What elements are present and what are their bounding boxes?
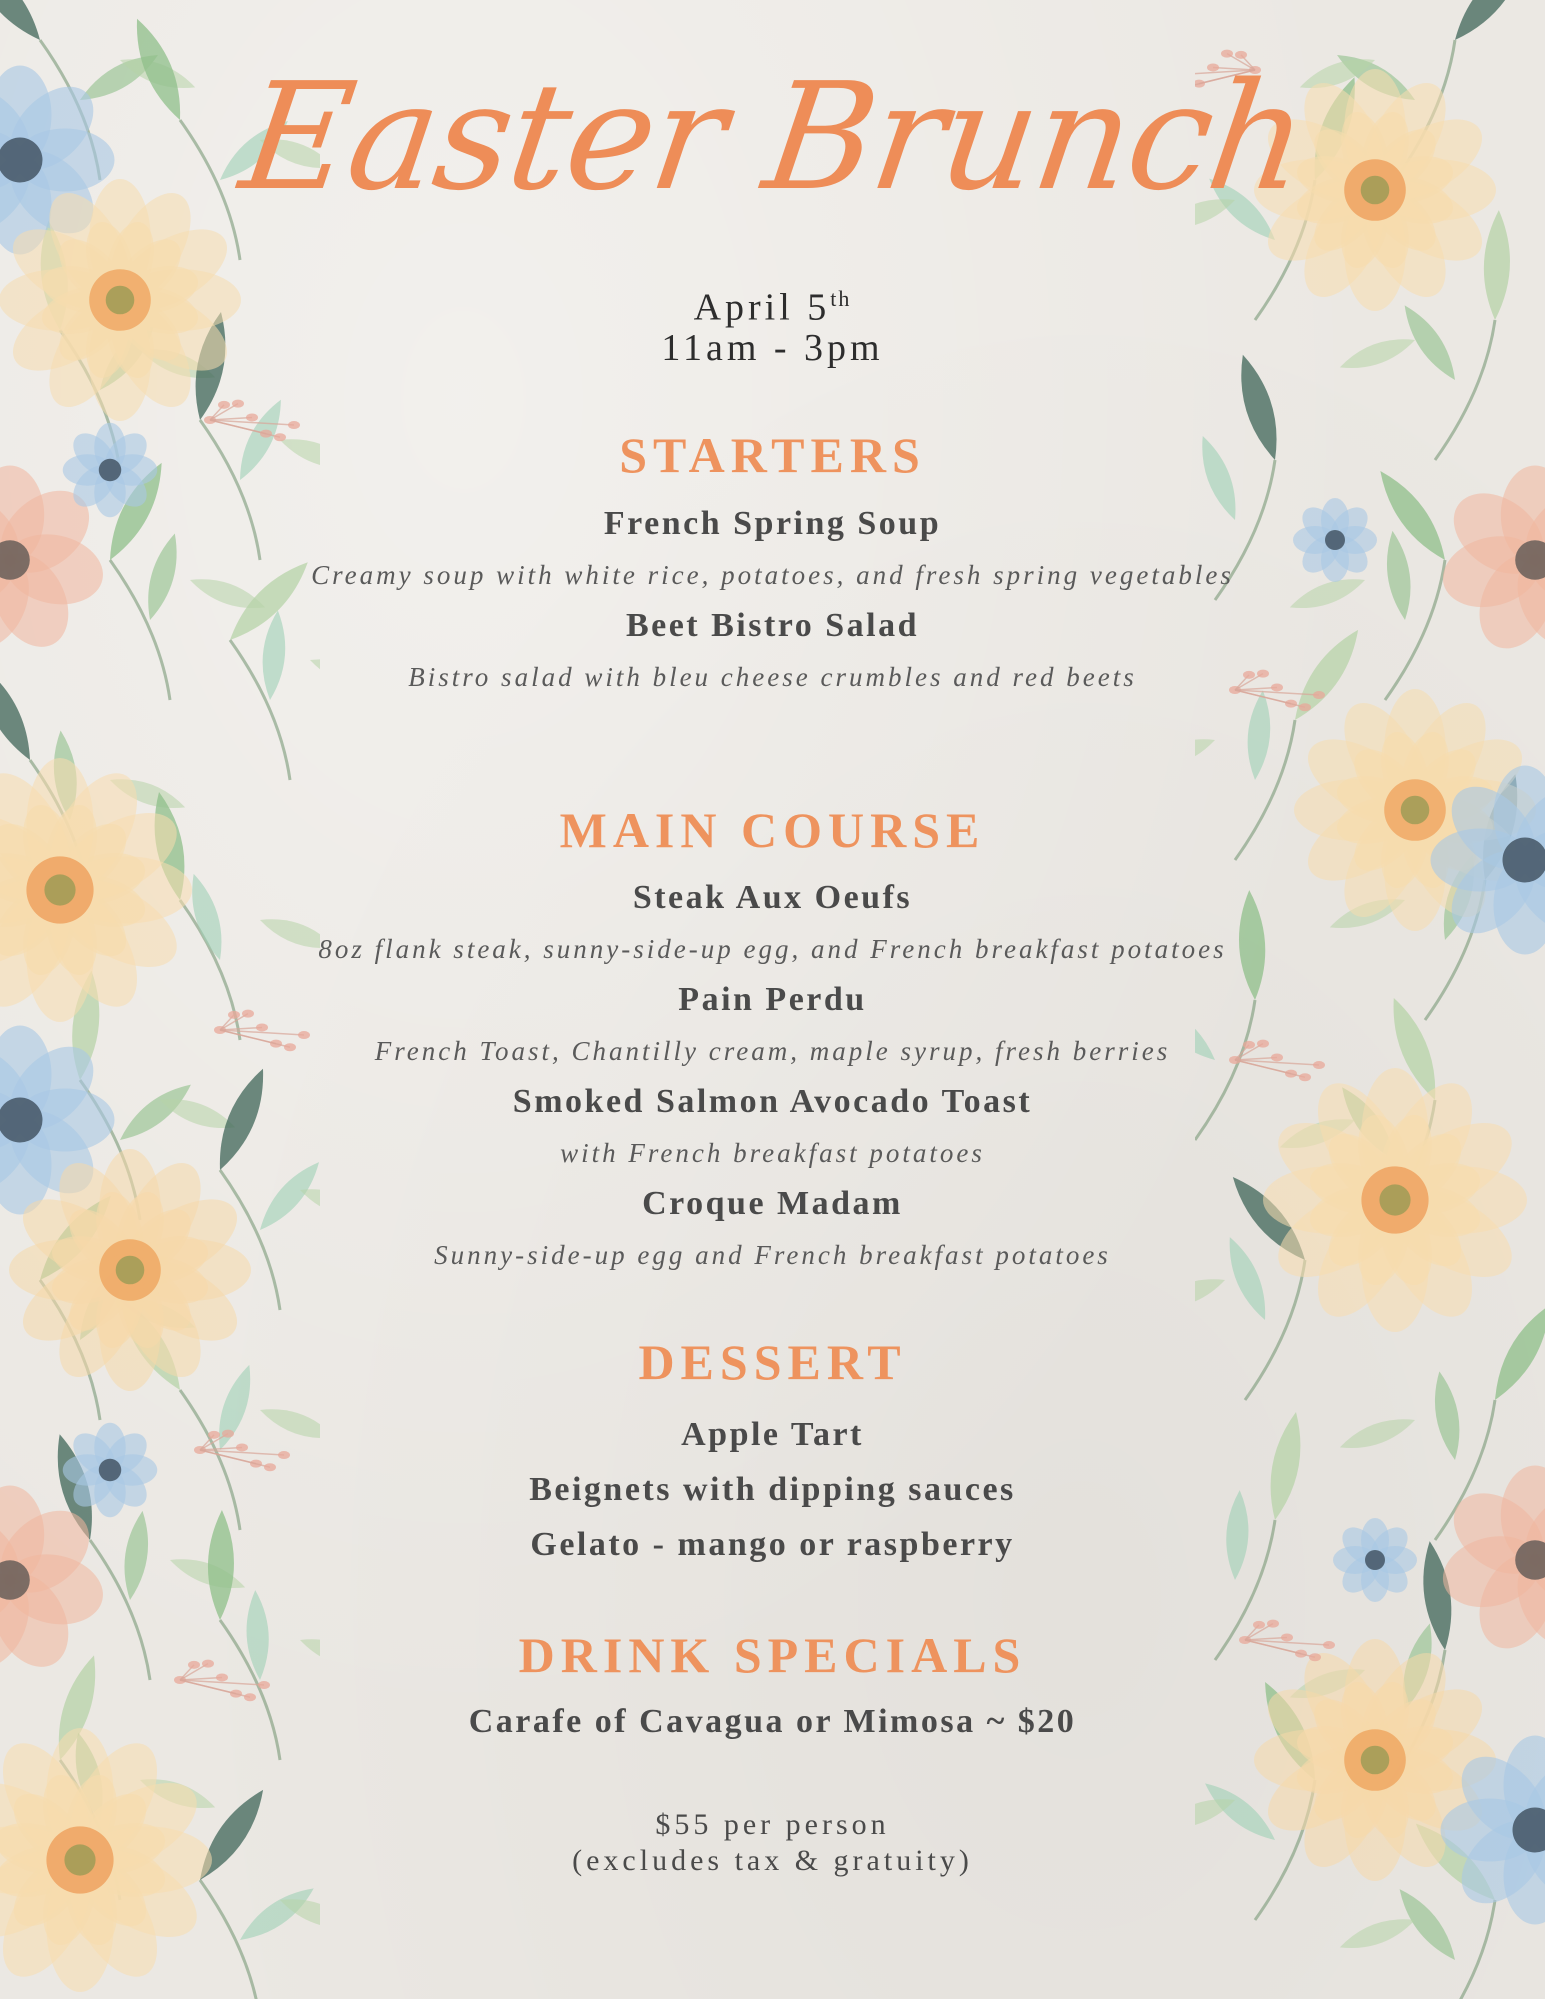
- menu-title: Easter Brunch: [232, 51, 1316, 223]
- menu-item-description: 8oz flank steak, sunny-side-up egg, and French breakfast potatoes: [318, 934, 1227, 964]
- menu-item-description: with French breakfast potatoes: [560, 1138, 985, 1168]
- section-heading-main-course: MAIN COURSE: [559, 802, 986, 858]
- menu-item-description: Bistro salad with bleu cheese crumbles and red beets: [408, 662, 1137, 692]
- menu-item-name: Smoked Salmon Avocado Toast: [512, 1083, 1033, 1120]
- menu-item-name: Pain Perdu: [678, 981, 867, 1018]
- price-per-person: $55 per person: [655, 1808, 890, 1841]
- menu-item-name: French Spring Soup: [603, 505, 942, 542]
- section-heading-dessert: DESSERT: [638, 1334, 907, 1390]
- dessert-item: Apple Tart: [681, 1416, 864, 1453]
- event-date: [0, 276, 1545, 329]
- section-heading-drink-specials: DRINK SPECIALS: [518, 1627, 1027, 1683]
- menu-item-description: French Toast, Chantilly cream, maple syrup, fresh berries: [374, 1036, 1171, 1066]
- menu-item-description: Creamy soup with white rice, potatoes, and fresh spring vegetables: [311, 560, 1234, 590]
- price-note: (excludes tax & gratuity): [572, 1844, 973, 1877]
- dessert-item: Beignets with dipping sauces: [529, 1471, 1016, 1508]
- menu-item-description: Sunny-side-up egg and French breakfast potatoes: [434, 1240, 1111, 1270]
- date-text: April 5: [693, 286, 831, 329]
- menu-item-name: Croque Madam: [642, 1185, 903, 1222]
- section-heading-starters: STARTERS: [619, 427, 926, 483]
- menu-item-name: Beet Bistro Salad: [625, 607, 920, 644]
- date-suffix: th: [830, 286, 852, 311]
- drink-special-item: Carafe of Cavagua or Mimosa ~ $20: [468, 1703, 1077, 1740]
- menu-item-name: Steak Aux Oeufs: [632, 879, 913, 916]
- dessert-item: Gelato - mango or raspberry: [530, 1526, 1015, 1563]
- event-time: 11am - 3pm: [661, 327, 884, 369]
